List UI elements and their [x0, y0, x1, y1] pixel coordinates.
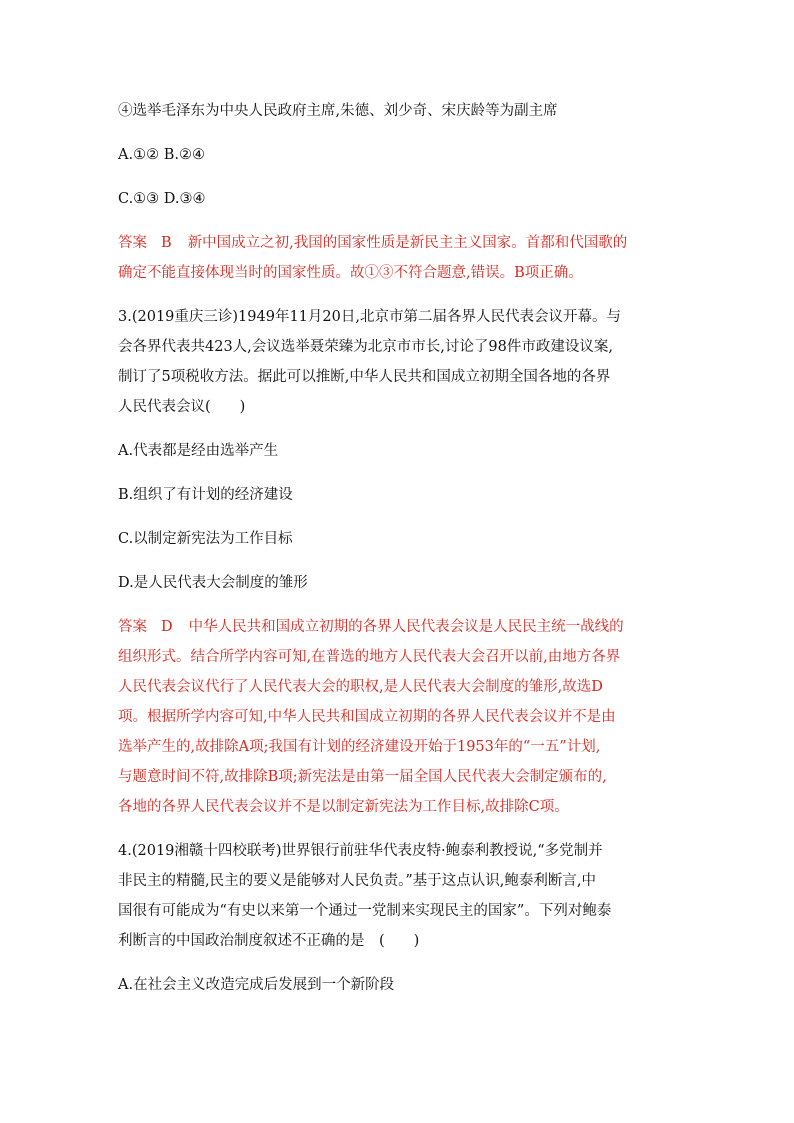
q3-stem-line: 3.(2019重庆三诊)1949年11月20日,北京市第二届各界人民代表会议开幕。与: [118, 309, 621, 325]
q3-answer-line: 组织形式。结合所学内容可知,在普选的地方人民代表大会召开以前,由地方各界: [118, 649, 621, 665]
q2-answer-line-2: 确定不能直接体现当时的国家性质。故①③不符合题意,错误。B项正确。: [118, 265, 583, 281]
q4-stem-line: 利断言的中国政治制度叙述不正确的是 ( ): [118, 933, 420, 949]
q3-stem-line: 会各界代表共423人,会议选举聂荣臻为北京市市长,讨论了98件市政建设议案,: [118, 339, 613, 355]
q3-option-c: C.以制定新宪法为工作目标: [118, 531, 293, 547]
q3-option-b: B.组织了有计划的经济建设: [118, 487, 293, 503]
q3-answer-line: 与题意时间不符,故排除B项;新宪法是由第一届全国人民代表大会制定颁布的,: [118, 769, 607, 785]
q3-option-d: D.是人民代表大会制度的雏形: [118, 575, 308, 591]
q4-stem: [118, 836, 678, 956]
document-page: [118, 96, 678, 1000]
answer-text: 中华人民共和国成立初期的各界人民代表会议是人民民主统一战线的: [188, 619, 624, 635]
q2-item-4: ④选举毛泽东为中央人民政府主席,朱德、刘少奇、宋庆龄等为副主席: [118, 103, 558, 119]
q2-answer-line-1: [118, 228, 678, 258]
answer-choice: D: [161, 619, 173, 635]
q4-option-a: A.在社会主义改造完成后发展到一个新阶段: [118, 977, 395, 993]
q3-answer-line: 选举产生的,故排除A项;我国有计划的经济建设开始于1953年的“一五”计划,: [118, 739, 601, 755]
q3-stem-line: 制订了5项税收方法。据此可以推断,中华人民共和国成立初期全国各地的各界: [118, 369, 611, 385]
q3-answer-line: 人民代表会议代行了人民代表大会的职权,是人民代表大会制度的雏形,故选D: [118, 679, 603, 695]
q4-stem-line: 非民主的精髓,民主的要义是能够对人民负责。”基于这点认识,鲍泰利断言,中: [118, 873, 596, 889]
answer-tag: 答案: [118, 619, 147, 635]
q2-options-ab: A.①② B.②④: [118, 147, 205, 163]
answer-choice: B: [161, 235, 172, 251]
q3-answer-line-1: [118, 612, 678, 642]
q3-answer-line: 各地的各界人民代表会议并不是以制定新宪法为工作目标,故排除C项。: [118, 799, 569, 815]
q4-stem-line: 4.(2019湘赣十四校联考)世界银行前驻华代表皮特·鲍泰利教授说,“多党制并: [118, 843, 603, 859]
q2-answer: [118, 228, 678, 288]
q2-options-cd: C.①③ D.③④: [118, 191, 206, 207]
q3-stem-line: 人民代表会议( ): [118, 399, 246, 415]
answer-text: 新中国成立之初,我国的国家性质是新民主主义国家。首都和代国歌的: [187, 235, 628, 251]
answer-tag: 答案: [118, 235, 147, 251]
q3-answer-line: 项。根据所学内容可知,中华人民共和国成立初期的各界人民代表会议并不是由: [118, 709, 616, 725]
q3-stem: [118, 302, 678, 422]
q3-option-a: A.代表都是经由选举产生: [118, 443, 279, 459]
q4-stem-line: 国很有可能成为“有史以来第一个通过一党制来实现民主的国家”。下列对鲍泰: [118, 903, 612, 919]
q3-answer: [118, 612, 678, 822]
